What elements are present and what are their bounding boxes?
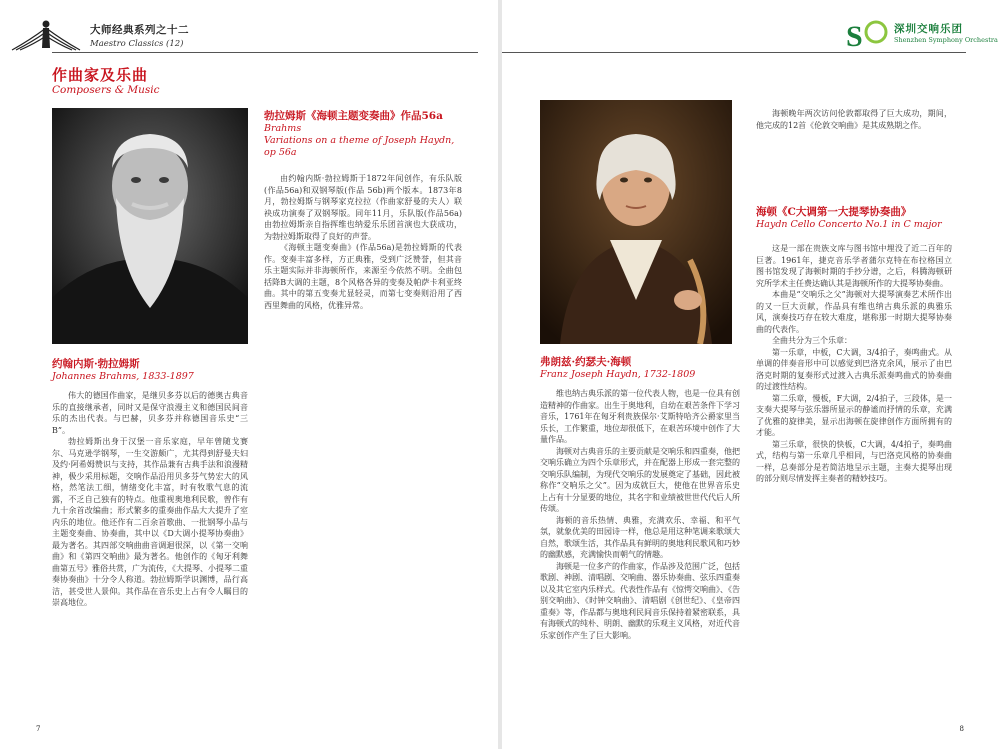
brahms-work-block — [264, 108, 462, 311]
series-title-cn: 大师经典系列之十二 — [90, 24, 189, 36]
haydn-work-body — [756, 243, 952, 485]
header-divider — [52, 52, 478, 53]
brahms-work-body — [264, 173, 462, 311]
paragraph: 勃拉姆斯出身于汉堡一音乐家庭，早年曾随戈赛尔、马克逊学钢琴，一生交游颇广，尤其得到舒曼夫妇及约·阿希姆赞识与支持，其作品兼有古典手法和浪漫精神，极少采用标题，交响作品沿用贝多芬气势宏大的风格，然笔法工细，情绪变化丰富，时有牧歌气息的流露，不乏自己独有的特点。他重视奥地利民歌，曾作有九十余首改编曲；形式繁多的重奏曲作品大大提升了室内乐的地位。他还作有二百余首歌曲、一批钢琴小品与主题变奏曲、协奏曲，其中以《D大调小提琴协奏曲》最为著名。其四部交响曲曲音调迴很深，以《第一交响曲》和《第四交响曲》最为著名。他创作的《匈牙利舞曲第五号》雅俗共赏，广为流传，《大提琴、小提琴二重奏协奏曲》十分令人称道。勃拉姆斯学识渊博，品行高洁，甚受世人景仰。其作品在音乐史上占有令人瞩目的崇高地位。 — [52, 437, 248, 607]
section-title-cn: 作曲家及乐曲 — [52, 66, 149, 84]
paragraph: 本曲是“交响乐之父”海顿对大提琴演奏艺术所作出的又一巨大贡献，作品具有维也纳古典乐派的典雅乐风，演奏技巧存在较大难度，堪称那一时期大提琴协奏曲的代表作。 — [756, 290, 952, 334]
series-title-en: Maestro Classics (12) — [90, 39, 184, 49]
brahms-bio-body — [52, 390, 248, 609]
paragraph: 海顿对古典音乐的主要贡献是交响乐和四重奏，他把交响乐确立为四个乐章形式，并在配器上形成一套完整的交响乐队编制，为现代交响乐的发展奠定了基础，因此被称作“交响乐之父”。因为成就巨大，使他在世界音乐史上占有十分显要的地位，其名字和业绩被世世代代后人所传颂。 — [540, 446, 740, 513]
svg-text:S: S — [846, 20, 863, 52]
haydn-name-cn: 弗朗兹·约瑟夫·海顿 — [540, 356, 632, 368]
haydn-name-en: Franz Joseph Haydn, 1732-1809 — [540, 369, 696, 380]
haydn-bio-body — [540, 388, 740, 641]
haydn-work-title-en: Haydn Cello Concerto No.1 in C major — [756, 219, 942, 230]
brahms-work-title-en-3: op 56a — [264, 147, 297, 158]
paragraph: 维也纳古典乐派的第一位代表人物，也是一位具有创造精神的作曲家。出生于奥地利，自幼在艰苦条件下学习音乐，1761年在匈牙利贵族保尔·艾斯特哈齐公爵家里当乐长，工作繁重，地位却很低下，在艰苦环境中创作了大量作品。 — [540, 389, 740, 444]
paragraph: 《海顿主题变奏曲》(作品56a)是勃拉姆斯的代表作。变奏丰富多样，方正典雅，受到广泛赞誉，但其音乐主题实际并非海顿所作，来源至今依然不明。全曲包括降B大调的主题，8个风格各异的变奏及帕萨卡利亚终曲。其中的第五变奏尤显轻灵，而第七变奏则沿用了西西里舞曲的风格，优雅异常。 — [264, 243, 462, 310]
page-number-left: 7 — [36, 725, 41, 733]
brahms-portrait — [52, 108, 248, 344]
orchestra-name-cn: 深圳交响乐团 — [894, 23, 963, 35]
paragraph: 海顿的音乐热情、典雅，充满欢乐、幸福、和平气氛，就象优美的田园诗一样，他总是用这种笔调来歌颂大自然，歌颂生活，其作品具有鲜明的奥地利民歌风和巧妙的幽默感，充满愉快而朝气的情趣。 — [540, 515, 740, 559]
haydn-bio-block — [540, 354, 740, 641]
section-title-en: Composers & Music — [52, 84, 160, 96]
paragraph: 第一乐章，中板，C大调，3/4拍子，奏鸣曲式。从单调的伴奏音形中可以感觉到巴洛克余风，展示了由巴洛克时期的复奏形式过渡入古典乐派奏鸣曲式的协奏曲的过渡性结构。 — [756, 347, 952, 391]
left-page — [0, 0, 498, 749]
paragraph: 全曲共分为三个乐章： — [772, 336, 852, 345]
paragraph: 伟大的德国作曲家，是继贝多芬以后的德奥古典音乐的直接继承者，同时又是保守浪漫主义和德国民间音乐的杰出代表。与巴赫，贝多芬并称德国音乐史“三B”。 — [52, 391, 248, 435]
haydn-work-block — [756, 204, 952, 485]
orchestra-name-en: Shenzhen Symphony Orchestra — [894, 36, 998, 44]
paragraph: 海顿是一位多产的作曲家，作品涉及范围广泛，包括歌剧、神剧、清唱剧、交响曲、器乐协奏曲、弦乐四重奏以及其它室内乐样式。代表性作品有《惊愕交响曲》、《告别交响曲》、《时钟交响曲》、清唱剧《创世纪》、《皇帝四重奏》等，作品都与奥地利民间音乐保持着紧密联系，具有海顿式的纯朴、明朗、幽默的乐观主义风格，对近代音乐家创作产生了巨大影响。 — [540, 561, 740, 640]
haydn-bio-continued-body — [756, 108, 952, 131]
haydn-bio-continued — [756, 108, 952, 131]
paragraph: 第二乐章，慢板，F大调，2/4拍子，三段体，是一支奏大提琴与弦乐器所显示的静谧而抒情的乐章，充满了优雅的旋律美，显示出海顿在旋律创作方面所拥有的才能。 — [756, 393, 952, 437]
brahms-name-en: Johannes Brahms, 1833-1897 — [52, 371, 194, 382]
paragraph: 第三乐章，很快的快板，C大调，4/4拍子，奏鸣曲式，结构与第一乐章几乎相同，与巴洛克风格的协奏曲一样，总奏部分是若简洁地呈示主题，主奏大提琴出现的部分则尽情发挥主奏者的精妙技巧。 — [756, 439, 952, 483]
page-number-right: 8 — [959, 725, 964, 733]
header-divider — [502, 52, 966, 53]
paragraph: 由约翰内斯·勃拉姆斯于1872年间创作，有乐队版(作品56a)和双钢琴版(作品 56b)两个版本。1873年8月，勃拉姆斯与钢琴家克拉拉（作曲家舒曼的夫人）联袂成功演奏了双钢琴版。同年11月，乐队版(作品56a)由勃拉姆斯亲自指挥维也纳爱乐乐团首演也大获成功，为勃拉姆斯取得了良好的声誉。 — [264, 174, 462, 241]
paragraph: 海顿晚年两次访问伦敦都取得了巨大成功，期间，他完成的12首《伦敦交响曲》是其成熟期之作。 — [756, 109, 952, 130]
brahms-work-title-en-1: Brahms — [264, 123, 302, 134]
brahms-bio-block — [52, 356, 248, 609]
brahms-work-title-cn: 勃拉姆斯《海顿主题变奏曲》作品56a — [264, 110, 443, 122]
brahms-work-title-en-2: Variations on a theme of Joseph Haydn, — [264, 135, 455, 146]
haydn-work-title-cn: 海顿《C大调第一大提琴协奏曲》 — [756, 206, 912, 218]
paragraph: 这是一部在贵族文库与图书馆中埋没了近二百年的巨著。1961年，捷克音乐学者蒲尔克特在布拉格国立图书馆发现了海顿时期的手抄分谱，之后，科腾海顿研究所学术主任费达确认其是海顿所作的大提琴协奏曲。 — [756, 244, 952, 288]
right-page — [502, 0, 1000, 749]
conductor-logo-icon — [10, 18, 82, 52]
series-header — [90, 22, 189, 49]
orchestra-logo-icon — [846, 16, 888, 52]
brahms-name-cn: 约翰内斯·勃拉姆斯 — [52, 358, 140, 370]
haydn-portrait — [540, 100, 732, 344]
